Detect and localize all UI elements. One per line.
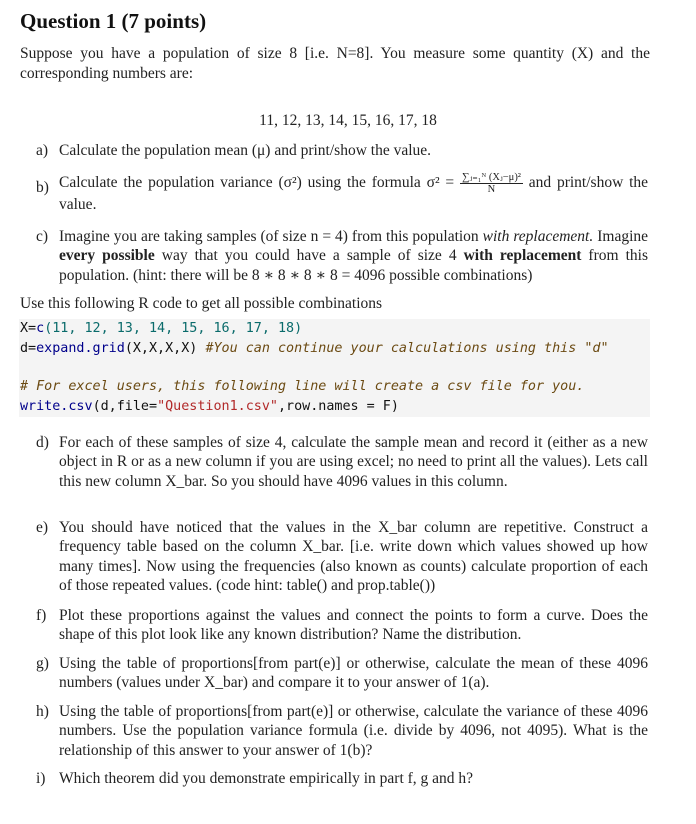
item-c-label: c) [36,228,49,245]
item-g-text: Using the table of proportions[from part(e)] or otherwise, calculate the mean of these 4096 numbers (values under X_bar) and compare it to your answer of 1(a). [59,655,648,692]
formula-numerator: ∑ⱼ₌₁ᴺ (Xⱼ−μ)² [461,172,521,183]
item-e [36,518,648,595]
item-a [36,141,648,160]
item-d-label: d) [36,434,49,451]
code-line-2: d=expand.grid(X,X,X,X) #You can continue your calculations using this "d" [20,341,609,356]
item-c-text [59,227,648,285]
item-d-text: For each of these samples of size 4, calculate the sample mean and record it (either as a new object in R or as a new column if you are using excel; no need to print all the values). Lets call this new column X_bar. So you should have 4096 values in this column. [59,434,648,490]
item-c-part4: from this population. (hint: there will be 8 ∗ 8 ∗ 8 ∗ 8 = 4096 possible combinations) [59,247,648,284]
code-line-4: write.csv(d,file="Question1.csv",row.names = F) [20,399,399,414]
item-e-label: e) [36,519,49,536]
item-g [36,654,648,693]
item-c-part2: Imagine [593,228,649,245]
intro-paragraph: Suppose you have a population of size 8 [i.e. N=8]. You measure some quantity (X) and the corresponding numbers are: [20,45,650,82]
item-i-text: Which theorem did you demonstrate empirically in part f, g and h? [59,770,474,787]
code-line-3: # For excel users, this following line will create a csv file for you. [20,379,585,394]
item-i-label: i) [36,770,46,787]
item-b-text [59,172,648,214]
item-c-bold-every-possible: every possible [59,247,155,265]
item-b-label: b) [36,179,49,196]
item-c-part1: Imagine you are taking samples (of size n = 4) from this population [59,228,483,245]
item-f-label: f) [36,607,47,624]
r-code-intro: Use this following R code to get all possible combinations [20,295,383,312]
formula-denominator: N [487,184,496,195]
question-title: Question 1 (7 points) [20,9,207,33]
item-a-label: a) [36,142,49,159]
item-c-emphasis: with replacement. [482,228,594,245]
item-f [36,606,648,645]
item-e-text: You should have noticed that the values in the X_bar column are repetitive. Construct a frequency table based on the column X_bar. [i.e. write down which values showed up how many times]. Now using the frequencies (also known as counts) calculate proportion of each of those repeated values. (code hint: table() and prop.table()) [59,519,648,594]
item-h [36,702,648,760]
item-d [36,433,648,491]
population-values: 11, 12, 13, 14, 15, 16, 17, 18 [259,112,437,129]
item-b [36,172,648,214]
item-b-text-post: and print/show the value. [59,174,649,213]
item-c-part3: way that you could have a sample of size 4 [154,247,464,265]
item-a-text: Calculate the population mean (μ) and print/show the value. [59,142,432,159]
code-line-1: X=c(11, 12, 13, 14, 15, 16, 17, 18) [20,321,303,336]
item-h-label: h) [36,703,49,720]
item-c [36,227,648,285]
item-i [36,769,648,788]
variance-formula [460,172,523,195]
item-b-text-pre: Calculate the population variance (σ²) using the formula σ² = [59,174,455,192]
item-h-text: Using the table of proportions[from part(e)] or otherwise, calculate the variance of these 4096 numbers. Use the population variance formula (i.e. divide by 4096, not 4095). What is the relationship of this answer to your answer of 1(b)? [59,703,648,759]
item-g-label: g) [36,655,49,672]
item-c-bold-with-replacement: with replacement [463,247,582,265]
item-f-text: Plot these proportions against the values and connect the points to form a curve. Does the shape of this plot look like any known distribution? Name the distribution. [59,607,648,644]
